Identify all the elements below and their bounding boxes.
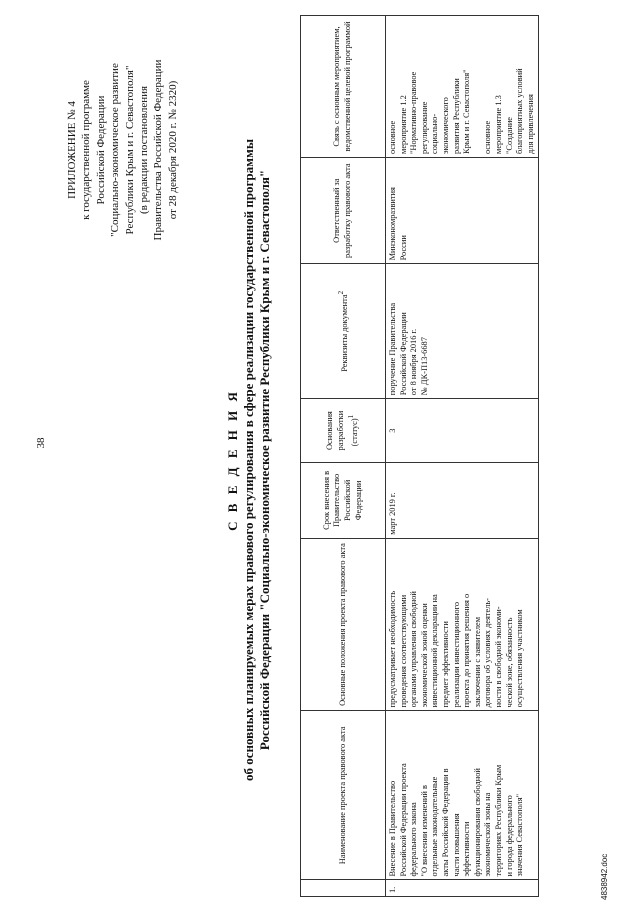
text-line: договора об условиях деятель- bbox=[483, 598, 493, 708]
header-name: Наименование проекта правового акта bbox=[301, 711, 386, 880]
header-basis bbox=[301, 399, 386, 463]
text-line: инвестиционной декларации на bbox=[430, 594, 440, 708]
text-line: поручение Правительства bbox=[388, 302, 397, 396]
text-line: Российской Федерации проекта bbox=[398, 763, 408, 877]
text-line: России bbox=[398, 235, 408, 261]
text-line: Минэкономразвития bbox=[388, 187, 397, 261]
appendix-line: Российской Федерации bbox=[94, 95, 107, 205]
title-heading: С В Е Д Е Н И Я bbox=[225, 389, 240, 531]
header-details-text: Реквизиты документа bbox=[339, 294, 349, 372]
header-basis-sup: 1 bbox=[347, 414, 356, 419]
text-line: для привлечения bbox=[525, 94, 535, 154]
text-line: мероприятие 1.2 bbox=[398, 95, 408, 154]
appendix-line: к государственной программе bbox=[80, 80, 93, 220]
row-responsible bbox=[386, 157, 539, 263]
header-deadline: Срок внесения в Правительство Российской Федерации bbox=[301, 463, 386, 539]
text-line: развития Республики bbox=[451, 78, 461, 154]
header-relation: Связь с основным мероприятием, ведомственной целевой программой bbox=[301, 16, 386, 158]
table-row bbox=[386, 16, 539, 897]
appendix-block bbox=[65, 10, 180, 290]
row-number: 1. bbox=[386, 880, 539, 897]
text-line: основное bbox=[483, 120, 493, 154]
footer-doc-code: 4838942.doc bbox=[600, 853, 609, 900]
appendix-line: ПРИЛОЖЕНИЕ № 4 bbox=[66, 101, 78, 199]
text-line: предмет эффективности bbox=[440, 621, 450, 708]
text-line bbox=[473, 19, 484, 154]
text-line: отдельные законодательные bbox=[430, 776, 440, 877]
text-line: регулирование bbox=[419, 101, 429, 154]
document-title bbox=[225, 85, 273, 835]
text-line: ности в свободной экономи- bbox=[493, 606, 503, 708]
text-line: проекта до принятия решения о bbox=[462, 593, 472, 708]
text-line: социально- bbox=[430, 113, 440, 154]
measures-table bbox=[300, 15, 539, 897]
text-line: № ДК-П13-6687 bbox=[419, 337, 429, 396]
text-line: предусматривает необходимость bbox=[388, 590, 397, 708]
text-line: осуществления участником bbox=[515, 609, 525, 708]
text-line: реализации инвестиционного bbox=[451, 601, 461, 708]
text-line: Российской Федерации bbox=[398, 312, 408, 396]
text-line: "О внесении изменений в bbox=[419, 785, 429, 877]
appendix-line: от 28 декабря 2020 г. № 2320) bbox=[166, 80, 179, 220]
row-details bbox=[386, 264, 539, 399]
row-basis: 3 bbox=[386, 399, 539, 463]
text-line: основное bbox=[388, 120, 397, 154]
appendix-line: "Социально-экономическое развитие bbox=[109, 63, 122, 237]
text-line: Крым и г. Севастополя" bbox=[462, 69, 472, 154]
text-line: экономической зоны на bbox=[483, 792, 493, 877]
text-line: Внесение в Правительство bbox=[388, 780, 397, 877]
text-line: "Нормативно-правовое bbox=[409, 71, 419, 154]
text-line: от 8 ноября 2016 г. bbox=[409, 328, 419, 396]
text-line: значения Севастополя" bbox=[515, 794, 525, 877]
text-line: ческой зоне, обязанность bbox=[504, 617, 514, 708]
text-line: органами управления свободной bbox=[409, 591, 419, 708]
text-line: благоприятных условий bbox=[515, 68, 525, 154]
text-line: федерального закона bbox=[409, 802, 419, 877]
row-deadline: март 2019 г. bbox=[386, 463, 539, 539]
title-line-1: об основных планируемых мерах правового регулирования в сфере реализации государственной программы bbox=[241, 138, 256, 782]
header-responsible: Ответственный за разработку правового акта bbox=[301, 157, 386, 263]
text-line: части повышения bbox=[451, 813, 461, 877]
text-line: проведения соответствующими bbox=[398, 594, 408, 708]
text-line: мероприятие 1.3 bbox=[493, 95, 503, 154]
header-provisions: Основные положения проекта правового акта bbox=[301, 538, 386, 711]
appendix-line: Республики Крым и г. Севастополя" bbox=[123, 65, 136, 235]
header-details bbox=[301, 264, 386, 399]
text-line: эффективности bbox=[462, 821, 472, 877]
table-header-row bbox=[301, 16, 386, 897]
header-basis-text: Основания разработки (статус) bbox=[325, 410, 360, 451]
header-number bbox=[301, 880, 386, 897]
text-line: заключении с заявителем bbox=[472, 616, 482, 708]
row-provisions bbox=[386, 538, 539, 711]
text-line: и города федерального bbox=[504, 795, 514, 877]
title-line-2: Российской Федерации "Социально-экономическое развитие Республики Крым и г. Севастополя" bbox=[257, 169, 272, 751]
appendix-line: (в редакции постановления bbox=[138, 85, 151, 215]
row-relation bbox=[386, 16, 539, 158]
header-details-sup: 2 bbox=[336, 290, 345, 295]
appendix-line: Правительства Российской Федерации bbox=[152, 59, 165, 241]
text-line: экономического bbox=[440, 97, 450, 154]
page-number: 38 bbox=[35, 437, 47, 449]
row-name bbox=[386, 711, 539, 880]
text-line: экономической зоной оценки bbox=[419, 603, 429, 708]
text-line: территориях Республики Крым bbox=[493, 764, 503, 877]
text-line: функционирования свободной bbox=[472, 768, 482, 877]
text-line: акты Российской Федерации в bbox=[440, 768, 450, 877]
text-line: "Создание bbox=[504, 116, 514, 154]
